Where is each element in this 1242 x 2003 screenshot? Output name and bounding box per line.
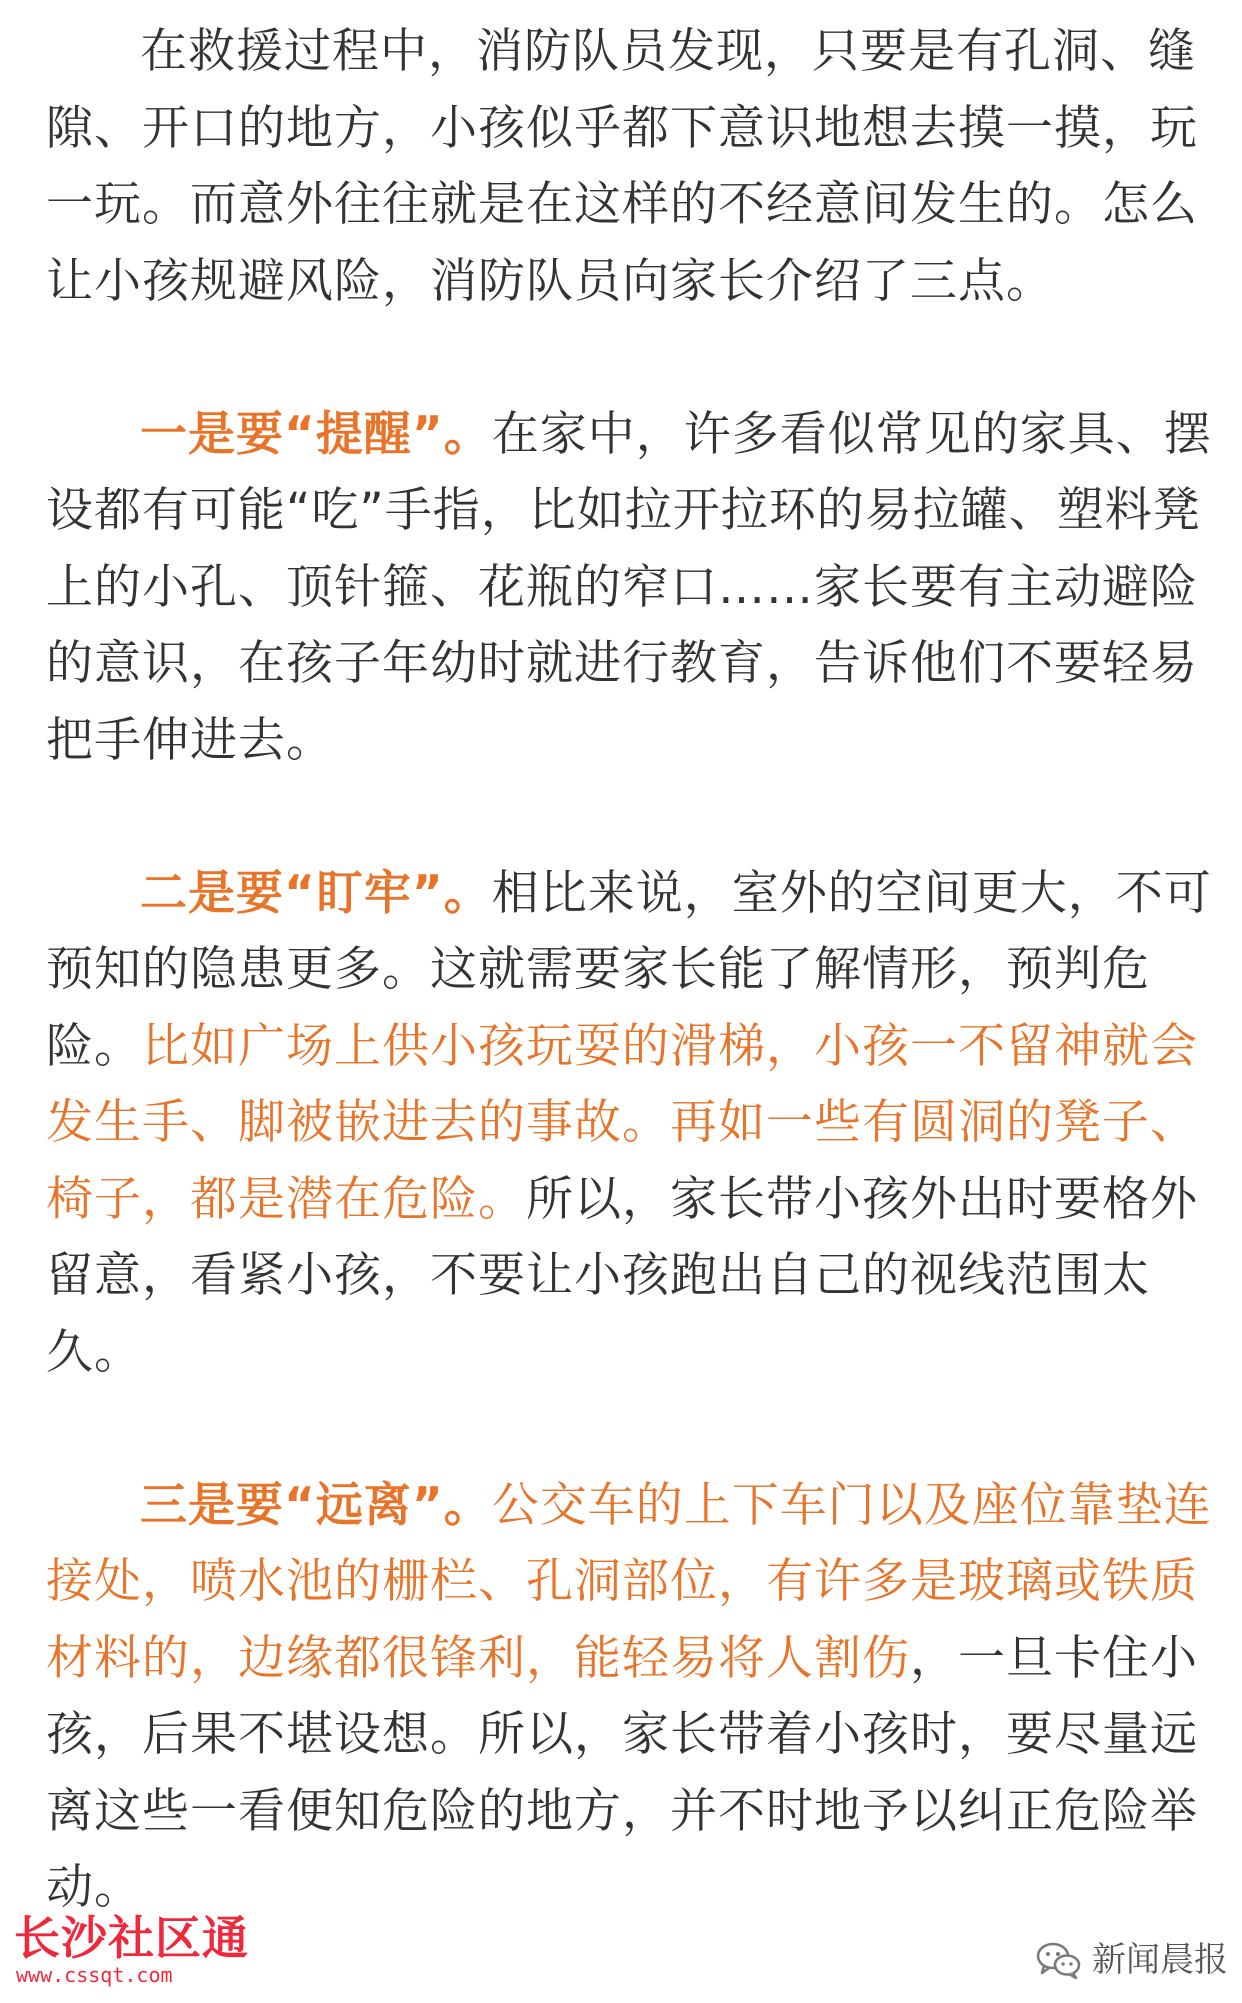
site-watermark-name: 长沙社区通 [14,1911,249,1965]
paragraph-avoid [46,1468,1226,1927]
site-watermark-url: www.cssqt.com [16,1963,173,1987]
paragraph-intro [46,14,1226,320]
source-watermark [1036,1935,1228,1985]
paragraph-watch-highlight: 比如广场上供小孩玩耍的滑梯，小孩一不留神就会发生手、脚被嵌进去的事故。再如一些有圆洞的凳子、椅子，都是潜在危险。 [46,1018,1198,1227]
paragraph-watch [46,856,1226,1392]
article-body [46,14,1226,2003]
wechat-icon [1036,1941,1082,1979]
paragraph-avoid-heading: 三是要“远离”。 [140,1477,492,1533]
paragraph-avoid-text: ，一旦卡住小孩，后果不堪设想。所以，家长带着小孩时，要尽量远离这些一看便知危险的地方，并不时地予以纠正危险举动。 [46,1630,1198,1915]
site-watermark [8,1911,249,1988]
paragraph-watch-text-b: 所以，家长带小孩外出时要格外留意，看紧小孩，不要让小孩跑出自己的视线范围太久。 [46,1171,1198,1380]
source-watermark-name: 新闻晨报 [1092,1940,1228,1980]
paragraph-watch-text-a: 相比来说，室外的空间更大，不可预知的隐患更多。这就需要家长能了解情形，预判危险。 [46,865,1212,1074]
paragraph-intro-text: 在救援过程中，消防队员发现，只要是有孔洞、缝隙、开口的地方，小孩似乎都下意识地想去摸一摸，玩一玩。而意外往往就是在这样的不经意间发生的。怎么让小孩规避风险，消防队员向家长介绍了三点。 [46,24,1198,309]
paragraph-remind-heading: 一是要“提醒”。 [140,406,492,462]
paragraph-watch-heading: 二是要“盯牢”。 [140,865,492,921]
paragraph-remind [46,397,1226,780]
paragraph-remind-text: 在家中，许多看似常见的家具、摆设都有可能“吃”手指，比如拉开拉环的易拉罐、塑料凳上的小孔、顶针箍、花瓶的窄口……家长要有主动避险的意识，在孩子年幼时就进行教育，告诉他们不要轻易把手伸进去。 [46,406,1212,768]
paragraph-avoid-highlight: 公交车的上下车门以及座位靠垫连接处，喷水池的栅栏、孔洞部位，有许多是玻璃或铁质材料的，边缘都很锋利，能轻易将人割伤 [46,1477,1212,1686]
